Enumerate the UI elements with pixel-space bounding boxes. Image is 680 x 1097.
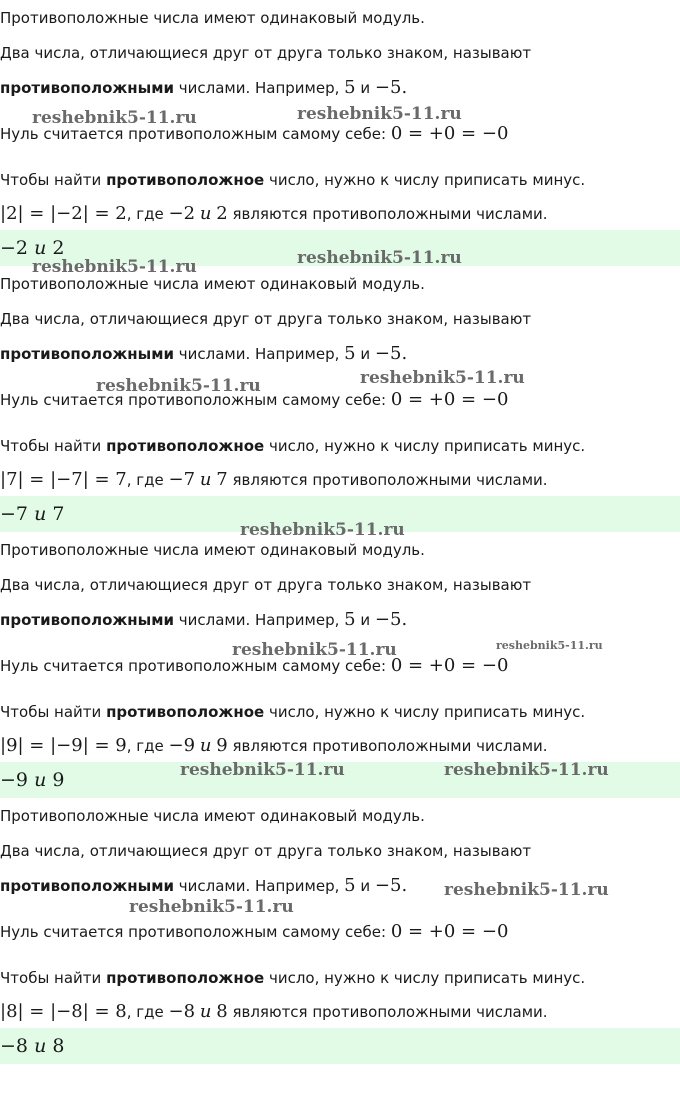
text-fragment: , где bbox=[126, 1003, 169, 1021]
text-fragment: число, нужно к числу приписать минус. bbox=[264, 969, 586, 987]
answer-pos: 2 bbox=[52, 237, 65, 259]
answer-text bbox=[0, 1035, 64, 1057]
math-value: −9 bbox=[168, 735, 196, 756]
text-fragment: Чтобы найти bbox=[0, 437, 107, 455]
text-fragment: . bbox=[401, 77, 408, 98]
math-value: 8 bbox=[216, 1001, 228, 1022]
watermark: reshebnik5-11.ru bbox=[360, 368, 525, 388]
text-fragment: Нуль считается противоположным самому себе: bbox=[0, 125, 391, 143]
abs-equation-line bbox=[0, 736, 548, 756]
find-rule bbox=[0, 170, 585, 190]
text-fragment: являются противоположными числами. bbox=[227, 737, 548, 755]
bold-term: противоположными bbox=[0, 345, 174, 363]
text-fragment: Нуль считается противоположным самому себе: bbox=[0, 391, 391, 409]
math-value: 5 bbox=[344, 875, 356, 896]
math-value: 5 bbox=[344, 77, 356, 98]
find-rule bbox=[0, 436, 585, 456]
text-fragment: , где bbox=[126, 471, 169, 489]
text-fragment: число, нужно к числу приписать минус. bbox=[264, 437, 586, 455]
watermark: reshebnik5-11.ru bbox=[129, 897, 294, 917]
modulus-rule: Противоположные числа имеют одинаковый модуль. bbox=[0, 275, 425, 293]
watermark: reshebnik5-11.ru bbox=[32, 108, 197, 128]
math-formula: 0 = +0 = −0 bbox=[390, 389, 509, 410]
math-formula: 0 = +0 = −0 bbox=[390, 123, 509, 144]
text-fragment: и bbox=[355, 611, 375, 629]
watermark: reshebnik5-11.ru bbox=[444, 880, 609, 900]
math-value: −5 bbox=[374, 875, 402, 896]
bold-term: противоположными bbox=[0, 79, 174, 97]
answer-conj: и bbox=[34, 1035, 47, 1057]
math-value: 2 bbox=[216, 203, 228, 224]
answer-conj: и bbox=[34, 237, 47, 259]
bold-term: противоположными bbox=[0, 877, 174, 895]
watermark: reshebnik5-11.ru bbox=[96, 376, 261, 396]
watermark: reshebnik5-11.ru bbox=[297, 248, 462, 268]
answer-text bbox=[0, 503, 64, 525]
watermark: reshebnik5-11.ru bbox=[32, 257, 197, 277]
text-fragment: числами. Например, bbox=[174, 611, 345, 629]
watermark: reshebnik5-11.ru bbox=[297, 104, 462, 124]
text-fragment: . bbox=[401, 343, 408, 364]
text-fragment: Чтобы найти bbox=[0, 171, 107, 189]
find-rule bbox=[0, 702, 585, 722]
math-value: −2 bbox=[168, 203, 196, 224]
definition-line: Два числа, отличающиеся друг от друга только знаком, называют bbox=[0, 842, 532, 860]
answer-box bbox=[0, 1028, 680, 1064]
abs-equation-line bbox=[0, 1002, 548, 1022]
answer-text bbox=[0, 237, 64, 259]
math-value: −5 bbox=[374, 77, 402, 98]
definition-line: Два числа, отличающиеся друг от друга только знаком, называют bbox=[0, 44, 532, 62]
find-rule bbox=[0, 968, 585, 988]
math-formula: |8| = |−8| = 8 bbox=[0, 1001, 127, 1022]
solution-block-1 bbox=[0, 0, 680, 266]
watermark: reshebnik5-11.ru bbox=[240, 520, 405, 540]
bold-term: противоположными bbox=[0, 611, 174, 629]
text-fragment: Нуль считается противоположным самому себе: bbox=[0, 657, 391, 675]
definition-example-line bbox=[0, 610, 407, 630]
definition-line: Два числа, отличающиеся друг от друга только знаком, называют bbox=[0, 576, 532, 594]
answer-conj: и bbox=[34, 503, 47, 525]
text-fragment: являются противоположными числами. bbox=[227, 1003, 548, 1021]
text-fragment: число, нужно к числу приписать минус. bbox=[264, 703, 586, 721]
definition-example-line bbox=[0, 344, 407, 364]
answer-neg: −2 bbox=[0, 237, 29, 259]
text-fragment: являются противоположными числами. bbox=[227, 471, 548, 489]
text-fragment: Чтобы найти bbox=[0, 969, 107, 987]
watermark: reshebnik5-11.ru bbox=[232, 640, 397, 660]
text-fragment: являются противоположными числами. bbox=[227, 205, 548, 223]
bold-term: противоположное bbox=[106, 437, 265, 455]
math-conj: и bbox=[199, 735, 212, 756]
answer-pos: 7 bbox=[52, 503, 65, 525]
solution-block-3 bbox=[0, 532, 680, 798]
bold-term: противоположное bbox=[106, 969, 265, 987]
math-conj: и bbox=[199, 203, 212, 224]
text-fragment: и bbox=[355, 79, 375, 97]
text-fragment: . bbox=[401, 875, 408, 896]
text-fragment: числами. Например, bbox=[174, 877, 345, 895]
text-fragment: Нуль считается противоположным самому себе: bbox=[0, 923, 391, 941]
zero-line bbox=[0, 922, 508, 942]
text-fragment: , где bbox=[126, 205, 169, 223]
abs-equation-line bbox=[0, 470, 548, 490]
modulus-rule: Противоположные числа имеют одинаковый модуль. bbox=[0, 541, 425, 559]
solution-block-2 bbox=[0, 266, 680, 532]
modulus-rule: Противоположные числа имеют одинаковый модуль. bbox=[0, 807, 425, 825]
math-formula: 0 = +0 = −0 bbox=[390, 655, 509, 676]
text-fragment: число, нужно к числу приписать минус. bbox=[264, 171, 586, 189]
answer-pos: 9 bbox=[52, 769, 65, 791]
answer-pos: 8 bbox=[52, 1035, 65, 1057]
math-formula: |9| = |−9| = 9 bbox=[0, 735, 127, 756]
watermark: reshebnik5-11.ru bbox=[180, 760, 345, 780]
math-value: 7 bbox=[216, 469, 228, 490]
text-fragment: Чтобы найти bbox=[0, 703, 107, 721]
definition-example-line bbox=[0, 78, 407, 98]
math-value: −5 bbox=[374, 343, 402, 364]
answer-conj: и bbox=[34, 769, 47, 791]
math-value: 5 bbox=[344, 609, 356, 630]
text-fragment: , где bbox=[126, 737, 169, 755]
math-value: −8 bbox=[168, 1001, 196, 1022]
answer-text bbox=[0, 769, 64, 791]
solution-block-4 bbox=[0, 798, 680, 1064]
math-conj: и bbox=[199, 469, 212, 490]
text-fragment: и bbox=[355, 345, 375, 363]
text-fragment: . bbox=[401, 609, 408, 630]
math-formula: 0 = +0 = −0 bbox=[390, 921, 509, 942]
watermark: reshebnik5-11.ru bbox=[444, 760, 609, 780]
math-value: 5 bbox=[344, 343, 356, 364]
math-formula: |7| = |−7| = 7 bbox=[0, 469, 127, 490]
math-formula: |2| = |−2| = 2 bbox=[0, 203, 127, 224]
answer-neg: −9 bbox=[0, 769, 29, 791]
answer-neg: −7 bbox=[0, 503, 29, 525]
watermark: reshebnik5-11.ru bbox=[496, 639, 603, 652]
math-conj: и bbox=[199, 1001, 212, 1022]
text-fragment: и bbox=[355, 877, 375, 895]
bold-term: противоположное bbox=[106, 703, 265, 721]
bold-term: противоположное bbox=[106, 171, 265, 189]
answer-neg: −8 bbox=[0, 1035, 29, 1057]
text-fragment: числами. Например, bbox=[174, 79, 345, 97]
definition-line: Два числа, отличающиеся друг от друга только знаком, называют bbox=[0, 310, 532, 328]
math-value: −5 bbox=[374, 609, 402, 630]
text-fragment: числами. Например, bbox=[174, 345, 345, 363]
definition-example-line bbox=[0, 876, 407, 896]
modulus-rule: Противоположные числа имеют одинаковый модуль. bbox=[0, 9, 425, 27]
math-value: −7 bbox=[168, 469, 196, 490]
math-value: 9 bbox=[216, 735, 228, 756]
abs-equation-line bbox=[0, 204, 548, 224]
